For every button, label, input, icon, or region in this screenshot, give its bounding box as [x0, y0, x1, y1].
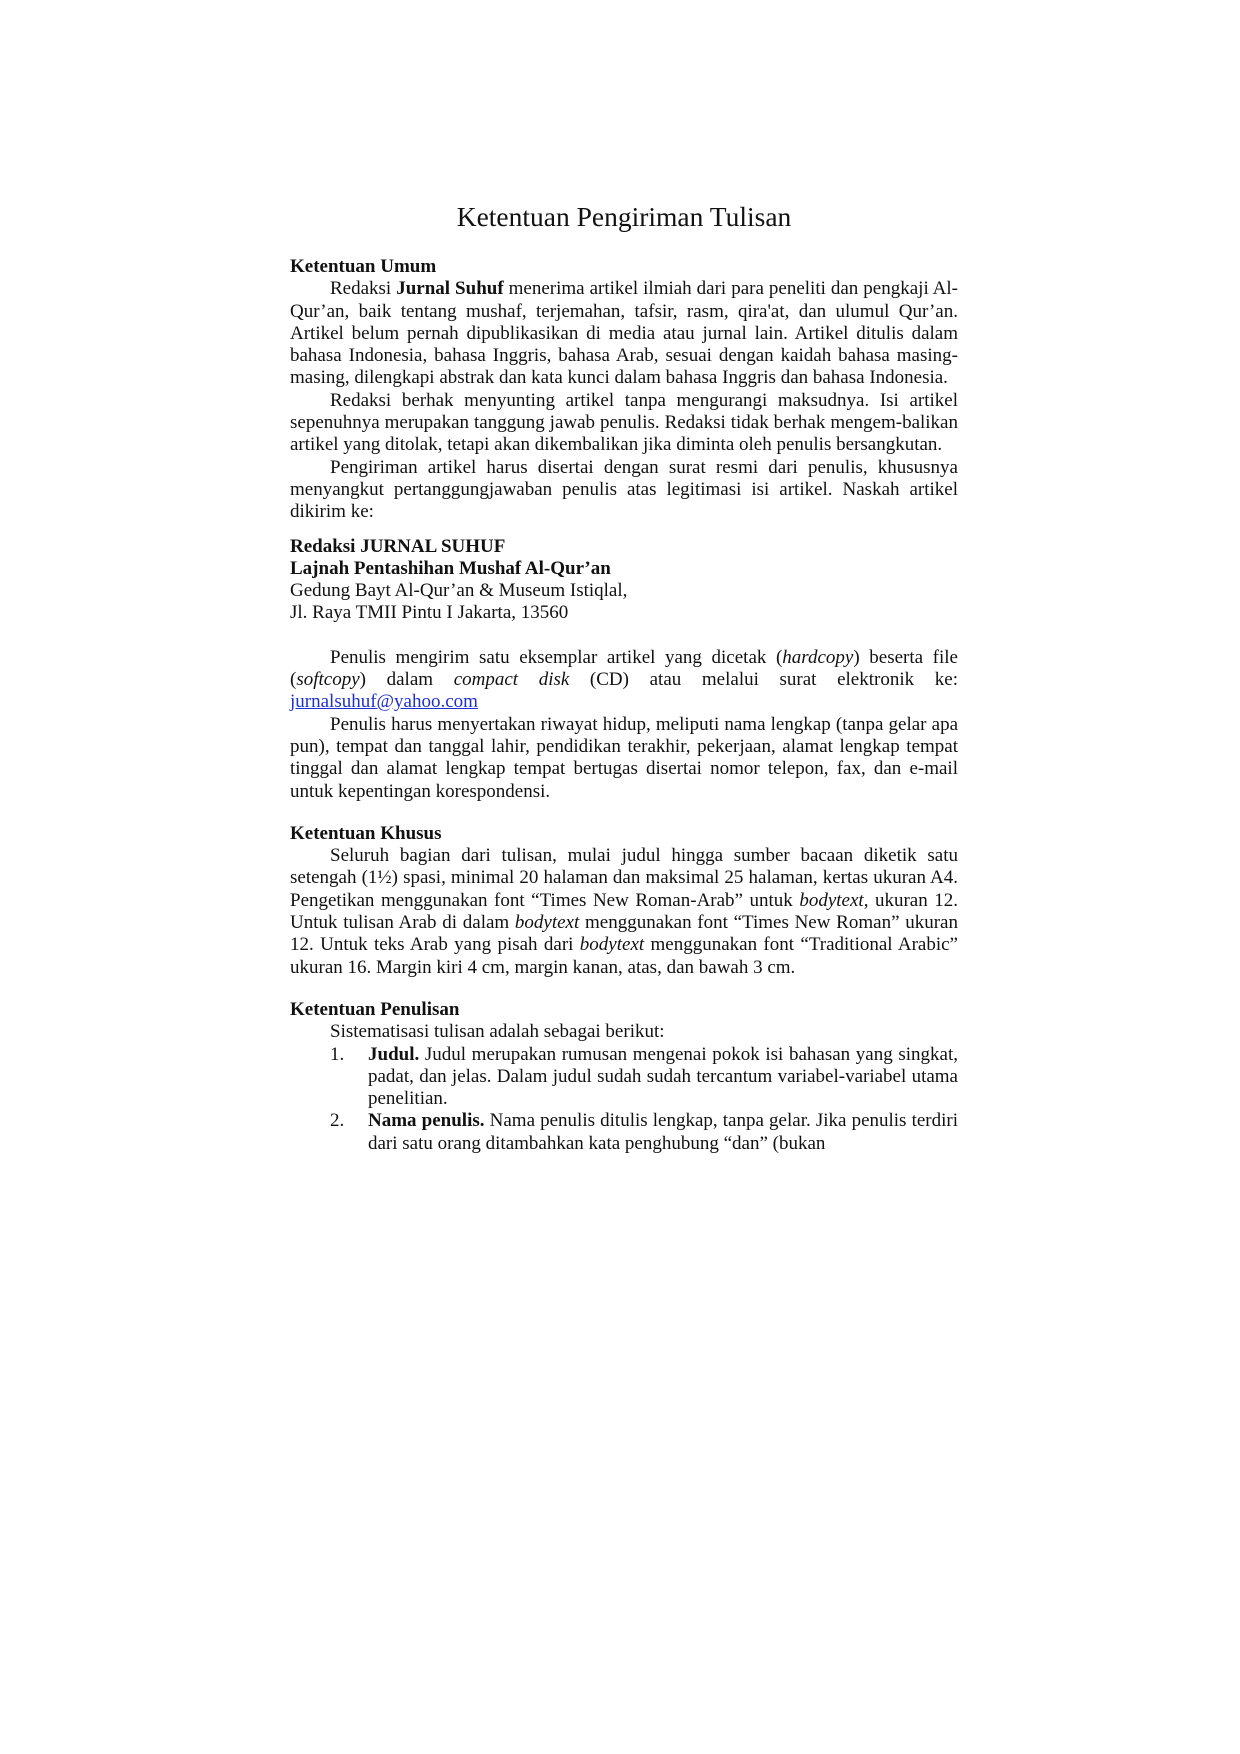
text-run: bodytext [579, 934, 645, 956]
text-run: menerima artikel ilmiah dari para peneliti dan pengkaji Al-Qur’an, baik tentang mushaf, terjemahan, tafsir, rasm, qira'at, dan ulumul Qur’an. Artikel belum pernah dipublikasikan di media atau jurnal lain. Artikel ditulis dalam bahasa Indonesia, bahasa Inggris, bahasa Arab, sesuai dengan kaidah bahasa masing-masing, dilengkapi abstrak dan kata kunci dalam bahasa Inggris dan bahasa Indonesia. [290, 278, 958, 389]
document-page [290, 200, 958, 1155]
page-title: Ketentuan Pengiriman Tulisan [456, 201, 792, 232]
text-run: bodytext [799, 889, 864, 911]
email-link[interactable]: jurnalsuhuf@yahoo.com [290, 691, 478, 713]
mailing-address [290, 536, 958, 625]
section-ketentuan-umum [290, 256, 958, 524]
text-run: (CD) atau melalui surat elektronik ke: [569, 669, 958, 691]
section-ketentuan-penulisan [290, 999, 958, 1155]
address-line: Redaksi JURNAL SUHUF [290, 535, 506, 557]
section-heading: Ketentuan Umum [290, 256, 437, 277]
list-number: 2. [330, 1110, 345, 1132]
text-run: Judul merupakan rumusan mengenai pokok isi bahasan yang singkat, padat, dan jelas. Dalam judul sudah sudah tercantum variabel-variabel utama penelitian. [368, 1043, 958, 1110]
text-run: hardcopy [782, 646, 854, 668]
text-run: , ukuran 12. Untuk tulisan Arab di dalam [290, 889, 958, 934]
paragraph [290, 845, 958, 979]
list-item [290, 1110, 958, 1155]
list-item-label: Judul. [368, 1043, 420, 1065]
text-run: Redaksi [330, 278, 397, 300]
list-item-body [368, 1044, 958, 1111]
text-run: compact disk [453, 669, 570, 691]
text-run: menggunakan font “Traditional Arabic” ukuran 16. Margin kiri 4 cm, margin kanan, atas, dan bawah 3 cm. [290, 934, 958, 978]
text-run: menggunakan font “Times New Roman” ukuran 12. Untuk teks Arab yang pisah dari [290, 912, 958, 956]
paragraph [290, 647, 958, 714]
list-item-body [368, 1110, 958, 1155]
list-item-label: Nama penulis. [368, 1110, 485, 1132]
address-line: Lajnah Pentashihan Mushaf Al-Qur’an [290, 557, 611, 579]
numbered-list [290, 1044, 958, 1155]
section-submission [290, 647, 958, 803]
text-run: bodytext [514, 912, 580, 934]
paragraph: Pengiriman artikel harus disertai dengan surat resmi dari penulis, khususnya menyangkut pertanggungjawaban penulis atas legitimasi isi artikel. Naskah artikel dikirim ke: [290, 456, 958, 523]
text-run: softcopy [296, 669, 360, 691]
text-run: ) dalam [359, 669, 454, 691]
list-item [290, 1044, 958, 1111]
section-heading: Ketentuan Khusus [290, 822, 442, 844]
list-number: 1. [330, 1043, 345, 1065]
paragraph [290, 278, 958, 389]
paragraph: Redaksi berhak menyunting artikel tanpa mengurangi maksudnya. Isi artikel sepenuhnya merupakan tanggung jawab penulis. Redaksi tidak berhak mengem-balikan artikel yang ditolak, tetapi akan dikembalikan jika diminta oleh penulis bersangkutan. [290, 389, 958, 456]
section-ketentuan-khusus [290, 823, 958, 979]
paragraph: Penulis harus menyertakan riwayat hidup, meliputi nama lengkap (tanpa gelar apa pun), tempat dan tanggal lahir, pendidikan terakhir, pekerjaan, alamat lengkap tempat tinggal dan alamat lengkap tempat bertugas disertai nomor telepon, fax, dan e-mail untuk kepentingan korespondensi. [290, 713, 958, 802]
text-run: Seluruh bagian dari tulisan, mulai judul hingga sumber bacaan diketik satu setengah (1½) spasi, minimal 20 halaman dan maksimal 25 halaman, kertas ukuran A4. Pengetikan menggunakan font “Times New Roman-Arab” untuk [290, 845, 958, 911]
text-run: ) beserta file ( [290, 646, 958, 691]
address-line: Jl. Raya TMII Pintu I Jakarta, 13560 [290, 602, 569, 624]
paragraph: Sistematisasi tulisan adalah sebagai berikut: [330, 1021, 665, 1043]
text-run: Nama penulis ditulis lengkap, tanpa gelar. Jika penulis terdiri dari satu orang ditambahkan kata penghubung “dan” (bukan [368, 1110, 959, 1154]
text-run: Penulis mengirim satu eksemplar artikel yang dicetak ( [330, 646, 783, 668]
journal-name: Jurnal Suhuf [396, 278, 504, 300]
section-heading: Ketentuan Penulisan [290, 998, 460, 1020]
address-line: Gedung Bayt Al-Qur’an & Museum Istiqlal, [290, 580, 628, 602]
